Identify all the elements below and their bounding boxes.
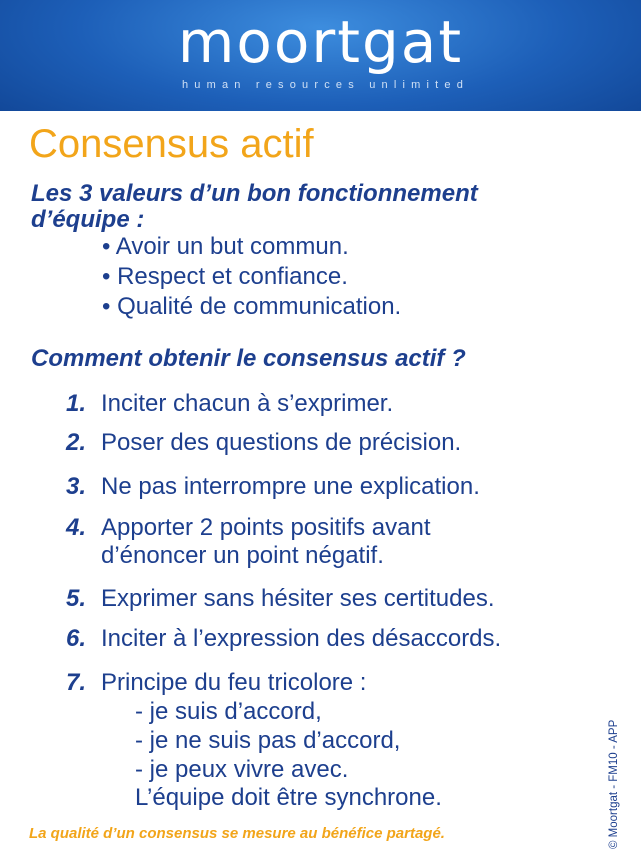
copyright-notice: © Moortgat - FM10 - APP (608, 719, 620, 849)
step-text: d’énoncer un point négatif. (101, 542, 384, 569)
page-title: Consensus actif (29, 122, 314, 166)
step-text: Principe du feu tricolore : (101, 669, 367, 696)
logo-tagline: human resources unlimited (181, 79, 470, 91)
step-number: 5. (65, 585, 86, 612)
step-number: 7. (65, 669, 86, 696)
section1-heading-line1: Les 3 valeurs d’un bon fonctionnement (31, 180, 478, 207)
step-number: 1. (65, 390, 86, 417)
step-number: 2. (65, 429, 86, 456)
sub-item: - je ne suis pas d’accord, (135, 727, 401, 754)
moortgat-logo: moortgat (177, 8, 464, 76)
section1-heading-line2: d’équipe : (31, 206, 145, 233)
step-text: Inciter chacun à s’exprimer. (101, 390, 394, 417)
step-text: Ne pas interrompre une explication. (101, 473, 480, 500)
step-number: 6. (65, 625, 86, 652)
list-item: • Respect et confiance. (102, 263, 348, 290)
step-number: 3. (65, 473, 86, 500)
step-number: 4. (65, 514, 86, 541)
step-text: Apporter 2 points positifs avant (101, 514, 431, 541)
step-text: Inciter à l’expression des désaccords. (101, 625, 502, 652)
list-item: • Avoir un but commun. (102, 233, 349, 260)
step-text: Exprimer sans hésiter ses certitudes. (101, 585, 495, 612)
list-item: • Qualité de communication. (102, 293, 402, 320)
sub-item: L’équipe doit être synchrone. (135, 784, 442, 811)
sub-item: - je suis d’accord, (135, 698, 322, 725)
step-text: Poser des questions de précision. (101, 429, 462, 456)
section2-heading: Comment obtenir le consensus actif ? (31, 345, 466, 372)
footer-note: La qualité d’un consensus se mesure au bénéfice partagé. (29, 825, 445, 842)
sub-item: - je peux vivre avec. (135, 756, 349, 783)
